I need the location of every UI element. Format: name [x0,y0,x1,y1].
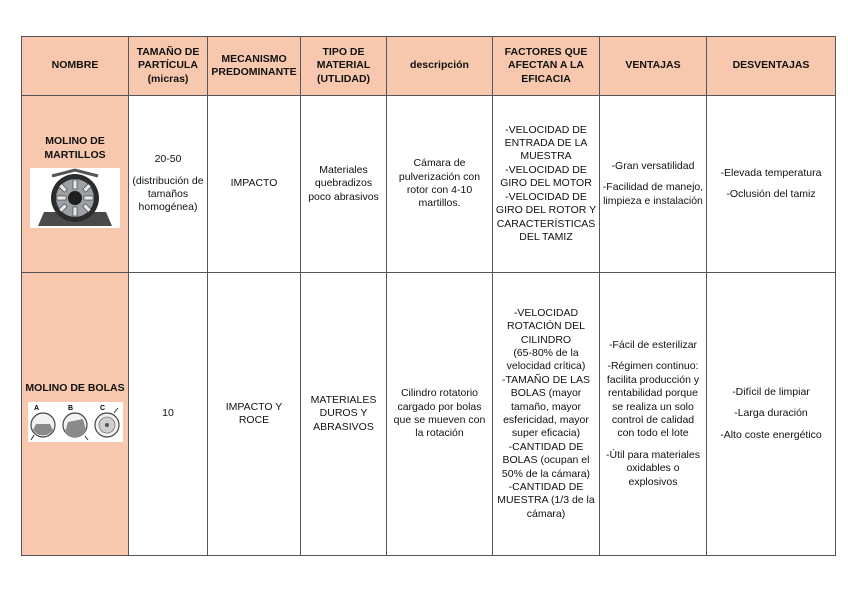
cell-factors [493,273,600,556]
advantage-item: -Fácil de esterilizar [608,338,698,351]
factor-item: -TAMAÑO DE LAS BOLAS (mayor tamaño, mayor esfericidad, mayor super eficacia) [502,373,590,440]
cell-mechanism: IMPACTO [208,96,301,273]
cell-material: Materiales quebradizos poco abrasivos [301,96,387,273]
size-note: (distribución de tamaños homogénea) [132,174,204,214]
factor-item: -VELOCIDAD DE ENTRADA DE LA MUESTRA [504,123,588,163]
disadvantage-item: -Difícil de limpiar [732,385,810,398]
ball-mill-image [28,402,123,442]
advantage-item: -Gran versatilidad [611,159,695,172]
cell-description: Cilindro rotatorio cargado por bolas que se mueven con la rotación [387,273,493,556]
header-ventajas: VENTAJAS [600,37,707,96]
figure-label-a: A [33,404,39,412]
hammer-mill-image [30,168,120,228]
figure-label-c: C [99,404,105,412]
factor-item: -CANTIDAD DE BOLAS (ocupan el 50% de la cámara) [501,440,591,480]
factor-item: -CANTIDAD DE MUESTRA (1/3 de la cámara) [497,481,595,520]
figure-label-b: B [67,404,73,412]
cell-size [129,96,208,273]
cell-mechanism: IMPACTO Y ROCE [208,273,301,556]
header-nombre: NOMBRE [22,37,129,96]
advantage-item: -Facilidad de manejo, limpieza e instalación [602,181,704,207]
disadvantage-item: -Larga duración [734,407,808,420]
advantage-item: -Régimen continuo: facilita producción y rentabilidad porque se realiza un solo control de calidad con todo el lote [606,360,700,440]
cell-size: 10 [129,273,208,556]
advantage-item: -Útil para materiales oxidables o explosivos [606,448,700,488]
header-desventajas: DESVENTAJAS [707,37,836,96]
size-value: 20-50 [154,153,182,166]
cell-factors [493,96,600,273]
cell-disadvantages [707,96,836,273]
mill-name: MOLINO DE MARTILLOS [44,135,106,161]
header-tamano: TAMAÑO DE PARTÍCULA (micras) [129,37,208,96]
table-row-ball-mill [22,273,836,556]
table-row-hammer-mill [22,96,836,273]
cell-material: MATERIALES DUROS Y ABRASIVOS [301,273,387,556]
header-row [22,37,836,96]
mills-comparison-table [21,36,836,556]
disadvantage-item: -Elevada temperatura [720,166,822,179]
cell-name [22,273,129,556]
cell-description: Cámara de pulverización con rotor con 4-10 martillos. [387,96,493,273]
factor-item: -VELOCIDAD DE GIRO DEL MOTOR [500,163,592,190]
factor-item: (65-80% de la velocidad crítica) [506,346,586,373]
header-mecanismo: MECANISMO PREDOMINANTE [208,37,301,96]
disadvantage-item: -Alto coste energético [720,428,822,441]
header-factores: FACTORES QUE AFECTAN A LA EFICACIA [493,37,600,96]
cell-advantages [600,96,707,273]
disadvantage-item: -Oclusión del tamiz [726,188,816,200]
cell-advantages [600,273,707,556]
factor-item: -VELOCIDAD DE GIRO DEL ROTOR Y CARACTERÍSTICAS DEL TAMIZ [495,190,597,243]
cell-disadvantages [707,273,836,556]
header-descripcion: descripción [387,37,493,96]
header-tipo-material: TIPO DE MATERIAL (UTLIDAD) [301,37,387,96]
factor-item: -VELOCIDAD ROTACIÓN DEL CILINDRO [507,306,585,346]
cell-name [22,96,129,273]
mill-name: MOLINO DE BOLAS [25,382,125,395]
